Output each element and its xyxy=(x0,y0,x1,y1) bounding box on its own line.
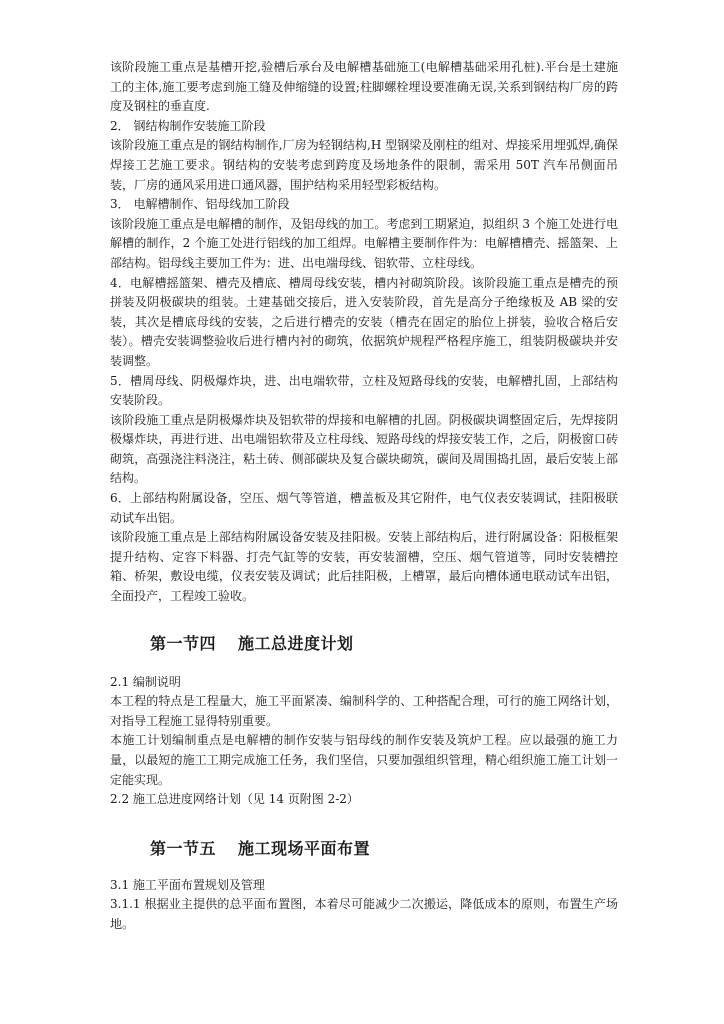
paragraph: 该阶段施工重点是阴极爆炸块及铝软带的焊接和电解槽的扎固。阴极碳块调整固定后，先焊接阴极爆炸块，再进行进、出电端铝软带及立柱母线、短路母线的焊接安装工作，之后，阴极窗口砖砌筑，高强浇注料浇注，粘土砖、侧部碳块及复合碳块砌筑，碳间及周围捣扎固，最后安装上部结构。 xyxy=(110,412,618,486)
section-title: 施工现场平面布置 xyxy=(238,838,371,858)
paragraph: 2． 钢结构制作安装施工阶段 xyxy=(110,118,266,133)
paragraph: 2.2 施工总进度网络计划（见 14 页附图 2-2） xyxy=(110,792,359,807)
section-title: 施工总进度计划 xyxy=(238,633,354,653)
section-number: 第一节五 xyxy=(150,838,217,858)
paragraph: 2.1 编制说明 xyxy=(110,674,181,689)
paragraph: 本施工计划编制重点是电解槽的制作安装与铝母线的制作安装及筑炉工程。应以最强的施工力量，以最短的施工工期完成施工任务，我们坚信，只要加强组织管理，精心组织施工施工计划一定能实现。 xyxy=(110,733,618,787)
paragraph: 6．上部结构附属设备，空压、烟气等管道，槽盖板及其它附件，电气仪表安装调试，挂阳极联动试车出铝。 xyxy=(110,491,618,525)
section-heading xyxy=(110,633,618,655)
section-heading xyxy=(110,838,618,860)
paragraph: 该阶段施工重点是基槽开挖,验槽后承台及电解槽基础施工(电解槽基础采用孔桩).平台是土建施工的主体,施工要考虑到施工缝及伸缩缝的设置;柱脚螺栓埋设要准确无误,关系到钢结构厂房的跨度及钢柱的垂直度. xyxy=(110,60,618,114)
paragraph: 该阶段施工重点是电解槽的制作，及铝母线的加工。考虑到工期紧迫，拟组织 3 个施工处进行电解槽的制作，2 个施工处进行铝线的加工组焊。电解槽主要制作件为：电解槽槽壳、摇篮架、上部结构。铝母线主要加工件为：进、出电端母线、铝软带、立柱母线。 xyxy=(110,216,618,270)
paragraph: 本工程的特点是工程量大，施工平面紧凑、编制科学的、工种搭配合理，可行的施工网络计划，对指导工程施工显得特别重要。 xyxy=(110,694,618,728)
paragraph: 该阶段施工重点是的钢结构制作,厂房为轻钢结构,H 型钢梁及刚柱的组对、焊接采用埋弧焊,确保焊接工艺施工要求。钢结构的安装考虑到跨度及场地条件的限制，需采用 50T 汽车吊侧面吊装，厂房的通风采用进口通风器，围护结构采用轻型彩板结构。 xyxy=(110,138,618,192)
paragraph: 3.1.1 根据业主提供的总平面布置图，本着尽可能减少二次搬运，降低成本的原则，布置生产场地。 xyxy=(110,897,618,931)
document-body xyxy=(110,58,618,935)
paragraph: 3.1 施工平面布置规划及管理 xyxy=(110,877,265,892)
section-number: 第一节四 xyxy=(150,633,217,653)
paragraph: 5．槽周母线、阴极爆炸块，进、出电端软带，立柱及短路母线的安装，电解槽扎固，上部结构安装阶段。 xyxy=(110,373,618,408)
paragraph: 4．电解槽摇篮架、槽壳及槽底、槽周母线安装，槽内衬砌筑阶段。该阶段施工重点是槽壳的预拼装及阴极碳块的组装。土建基础交接后，进入安装阶段，首先是高分子绝缘板及 AB 梁的安装，其次是槽底母线的安装，之后进行槽壳的安装（槽壳在固定的胎位上拼装，验收合格后安装）。槽壳安装调整验收后进行槽内衬的砌筑，依据筑炉规程严格程序施工，组装阴极碳块并安装调整。 xyxy=(110,275,618,368)
paragraph: 3． 电解槽制作、铝母线加工阶段 xyxy=(110,197,290,212)
paragraph: 该阶段施工重点是上部结构附属设备安装及挂阳极。安装上部结构后，进行附属设备：阳极框架提升结构、定容下料器、打壳气缸等的安装，再安装溜槽，空压、烟气管道等，同时安装槽控箱、桥架，敷设电缆，仪表安装及调试；此后挂阳极，上槽罩，最后向槽体通电联动试车出铝，全面投产，工程竣工验收。 xyxy=(110,530,618,604)
